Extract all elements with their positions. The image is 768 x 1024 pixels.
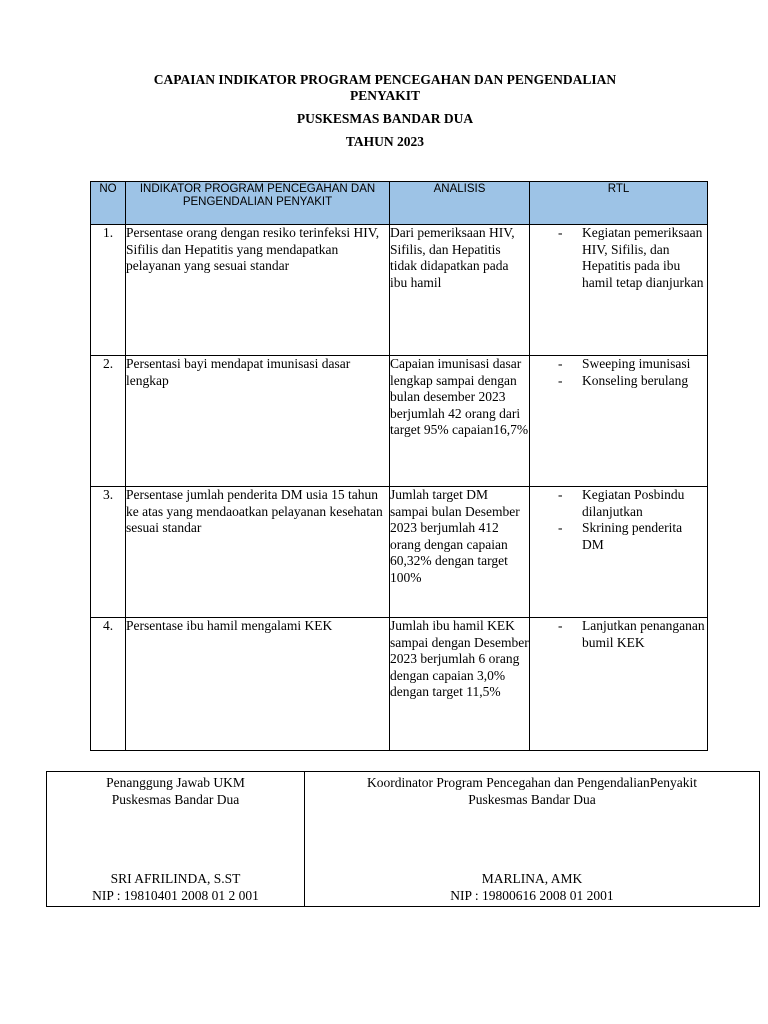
rtl-item: - Sweeping imunisasi — [530, 356, 707, 373]
signer-nip: NIP : 19810401 2008 01 2 001 — [92, 887, 259, 903]
signature-right — [305, 772, 760, 907]
signer-organization: Puskesmas Bandar Dua — [468, 791, 596, 807]
title-line-2: PENYAKIT — [349, 88, 421, 103]
table-row — [91, 356, 708, 487]
signer-role: Koordinator Program Pencegahan dan PengendalianPenyakit — [367, 775, 697, 790]
rtl-item: - Kegiatan pemeriksaan HIV, Sifilis, dan Hepatitis pada ibu hamil tetap dianjurkan — [530, 225, 707, 291]
table-row — [91, 487, 708, 618]
row-number: 3. — [91, 487, 126, 618]
indicator-cell: Persentase ibu hamil mengalami KEK — [126, 618, 390, 751]
table-header-row — [91, 182, 708, 225]
document-title — [110, 72, 660, 104]
row-number: 4. — [91, 618, 126, 751]
analysis-cell: Capaian imunisasi dasar lengkap sampai dengan bulan desember 2023 berjumlah 42 orang dari target 95% capaian16,7% — [390, 356, 530, 487]
signer-role: Penanggung Jawab UKM — [106, 775, 245, 790]
rtl-item: - Kegiatan Posbindu dilanjutkan — [530, 487, 707, 520]
rtl-cell — [530, 618, 708, 751]
rtl-cell — [530, 356, 708, 487]
indicator-table — [90, 181, 708, 751]
column-header-indikator: INDIKATOR PROGRAM PENCEGAHAN DAN PENGENDALIAN PENYAKIT — [126, 182, 390, 225]
rtl-cell — [530, 487, 708, 618]
signature-left — [47, 772, 305, 907]
analysis-cell: Jumlah target DM sampai bulan Desember 2023 berjumlah 412 orang dengan capaian 60,32% dengan target 100% — [390, 487, 530, 618]
analysis-cell: Dari pemeriksaan HIV, Sifilis, dan Hepatitis tidak didapatkan pada ibu hamil — [390, 225, 530, 356]
rtl-cell — [530, 225, 708, 356]
rtl-item: - Konseling berulang — [530, 373, 707, 390]
signer-organization: Puskesmas Bandar Dua — [111, 791, 240, 807]
analysis-cell: Jumlah ibu hamil KEK sampai dengan Desember 2023 berjumlah 6 orang dengan capaian 3,0% dengan target 11,5% — [390, 618, 530, 751]
table-row — [91, 618, 708, 751]
document-year: TAHUN 2023 — [345, 134, 425, 149]
column-header-rtl: RTL — [530, 182, 708, 225]
indicator-cell: Persentase orang dengan resiko terinfeksi HIV, Sifilis dan Hepatitis yang mendapatkan pelayanan yang sesuai standar — [126, 225, 390, 356]
column-header-no: NO — [91, 182, 126, 225]
title-line-1: CAPAIAN INDIKATOR PROGRAM PENCEGAHAN DAN PENGENDALIAN — [153, 72, 617, 87]
signer-name: SRI AFRILINDA, S.ST — [110, 871, 241, 886]
indicator-cell: Persentasi bayi mendapat imunisasi dasar lengkap — [126, 356, 390, 487]
document-subtitle: PUSKESMAS BANDAR DUA — [296, 111, 474, 126]
signer-nip: NIP : 19800616 2008 01 2001 — [450, 887, 614, 903]
row-number: 1. — [91, 225, 126, 356]
column-header-analisis: ANALISIS — [390, 182, 530, 225]
row-number: 2. — [91, 356, 126, 487]
table-row — [91, 225, 708, 356]
rtl-item: - Lanjutkan penanganan bumil KEK — [530, 618, 707, 651]
signer-name: MARLINA, AMK — [481, 871, 583, 886]
signature-table — [46, 771, 760, 907]
indicator-cell: Persentase jumlah penderita DM usia 15 tahun ke atas yang mendaoatkan pelayanan kesehatan sesuai standar — [126, 487, 390, 618]
rtl-item: - Skrining penderita DM — [530, 520, 707, 553]
